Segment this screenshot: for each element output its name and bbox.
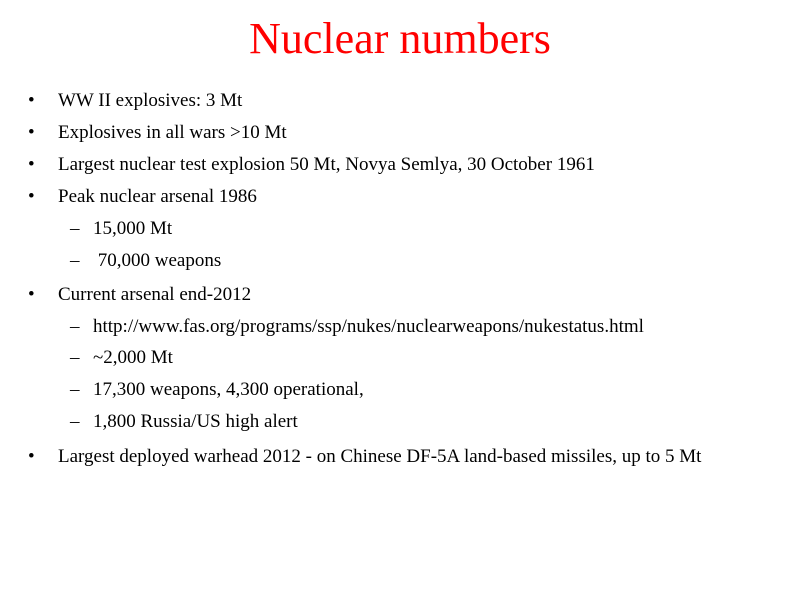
dash-icon: –	[70, 250, 80, 271]
dash-icon: –	[70, 218, 80, 239]
bullet-icon: •	[28, 186, 35, 207]
sub-bullet-text: 15,000 Mt	[93, 218, 173, 239]
bullet-text: WW II explosives: 3 Mt	[58, 90, 243, 111]
bullet-icon: •	[28, 284, 35, 305]
bullet-text: Largest nuclear test explosion 50 Mt, Novya Semlya, 30 October 1961	[58, 154, 595, 175]
bullet-text: Current arsenal end-2012	[58, 284, 252, 305]
slide-title: Nuclear numbers	[249, 14, 551, 63]
bullet-icon: •	[28, 90, 35, 111]
sub-bullet-text: ~2,000 Mt	[93, 347, 173, 368]
bullet-icon: •	[28, 446, 35, 467]
bullet-text: Peak nuclear arsenal 1986	[58, 186, 257, 207]
bullet-icon: •	[28, 122, 35, 143]
sub-bullet-link: http://www.fas.org/programs/ssp/nukes/nuclearweapons/nukestatus.html	[93, 316, 644, 337]
bullet-text: Largest deployed warhead 2012 - on Chinese DF-5A land-based missiles, up to 5 Mt	[58, 446, 702, 467]
dash-icon: –	[70, 379, 80, 400]
dash-icon: –	[70, 411, 80, 432]
sub-bullet-text: 70,000 weapons	[93, 250, 222, 271]
sub-bullet-text: 1,800 Russia/US high alert	[93, 411, 298, 432]
dash-icon: –	[70, 347, 80, 368]
dash-icon: –	[70, 316, 80, 337]
bullet-icon: •	[28, 154, 35, 175]
bullet-text: Explosives in all wars >10 Mt	[58, 122, 287, 143]
sub-bullet-text: 17,300 weapons, 4,300 operational,	[93, 379, 364, 400]
